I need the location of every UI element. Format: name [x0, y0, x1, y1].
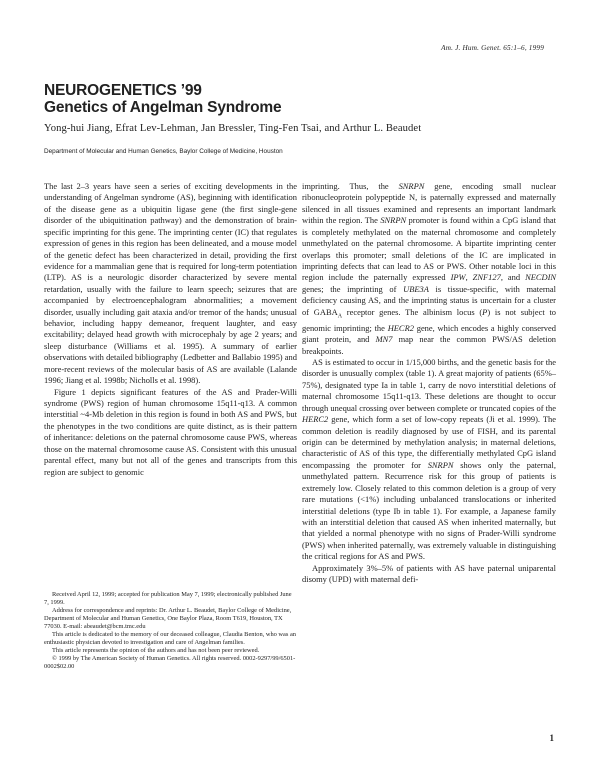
article-title: Genetics of Angelman Syndrome	[44, 99, 282, 116]
correspondence-note: Address for correspondence and reprints: Dr. Arthur L. Beaudet, Baylor College of Medicine, Department of Molecular and Human Genetics, One Baylor Plaza, Room T619, Houston, TX 77030. E-mail: abeaudet@bcm.tmc.edu	[44, 607, 292, 631]
right-column	[302, 181, 556, 585]
series-heading: NEUROGENETICS ’99	[44, 82, 202, 99]
footnotes	[44, 591, 297, 671]
copyright-note: © 1999 by The American Society of Human Genetics. All rights reserved. 0002-9297/99/6501-0002$02.00	[44, 655, 296, 671]
body-paragraph: Figure 1 depicts significant features of the AS and Prader-Willi syndrome (PWS) region of human chromosome 15q11-q13. A common interstitial ~4-Mb deletion in this region is found in both AS and PWS, but the phenotypes in the two conditions are quite distinct, as is their pattern of inheritance: deletions on the paternal chromosome cause PWS, whereas those on the maternal chromosome cause AS. Consistent with this unusual parental effect, many but not all of the genes and transcripts from this region are subject to genomic	[44, 386, 297, 477]
author-list: Yong-hui Jiang, Efrat Lev-Lehman, Jan Bressler, Ting-Fen Tsai, and Arthur L. Beaudet	[44, 123, 422, 134]
affiliation: Department of Molecular and Human Genetics, Baylor College of Medicine, Houston	[44, 148, 283, 155]
page-number: 1	[549, 733, 554, 743]
left-column	[44, 181, 297, 478]
journal-citation: Am. J. Hum. Genet. 65:1–6, 1999	[441, 44, 544, 52]
opinion-note: This article represents the opinion of the authors and has not been peer reviewed.	[52, 647, 260, 655]
body-paragraph: Approximately 3%–5% of patients with AS have paternal uniparental disomy (UPD) with maternal defi-	[302, 562, 556, 585]
dedication-note: This article is dedicated to the memory of our deceased colleague, Claudia Benton, who was an enthusiastic physician devoted to investigation and care of Angelman families.	[44, 631, 297, 647]
body-paragraph: AS is estimated to occur in 1/15,000 births, and the genetic basis for the disorder is unusually complex (table 1). A great majority of patients (65%–75%), designated type Ia in table 1, carry de novo interstitial deletions of maternal chromosome 15q11-q13. These deletions are thought to occur through unequal crossing over between complete or truncated copies of the HERC2 gene, which form a set of low-copy repeats (Ji et al. 1999). The common deletion is readily diagnosed by use of FISH, and its parental origin can be determined by methylation analysis; in maternal deletions, characteristic of AS of this type, the differentially methylated CpG island encompassing the promoter for SNRPN shows only the paternal, unmethylated pattern. Recurrence risk for this group of patients is extremely low. Closely related to this common deletion is a group of very rare mutations (<1%) including unbalanced translocations or inherited interstitial deletions (type Ib in table 1). For example, a Japanese family with an interstitial deletion that caused AS when inherited maternally, but that yielded a normal phenotype with no signs of Prader-Willi syndrome (PWS) when inherited paternally, was extremely valuable in distinguishing the critical regions for AS and PWS.	[302, 357, 556, 562]
body-paragraph: The last 2–3 years have seen a series of exciting developments in the understanding of Angelman syndrome (AS), beginning with identification of the disease gene as a ubiquitin ligase gene (the first single-gene disorder of the ubiquitination pathway) and the demonstration of brain-specific imprinting for this gene. The imprinting center (IC) that regulates expression of genes in this region has been delineated, and a mouse model of the genetic defect has been characterized in detail, providing the first evidence for a mammalian gene that is required for long-term potentiation (LTP). AS is a neurologic disorder characterized by severe mental retardation, usually with the failure to learn speech; seizures that are accompanied by electroencephalogram abnormalities; a movement disorder, usually including gait ataxia and/or tremor of the hands; unusual behavior, including happy demeanor, frequent laughter, and easy excitability; delayed head growth with microcephaly by age 2 years; and sleep disturbance (Williams et al. 1995). A summary of earlier observations with detailed bibliography (Ledbetter and Ballabio 1995) and more-recent reviews of the molecular basis of AS are available (Lalande 1996; Jiang et al. 1998b; Nicholls et al. 1998).	[44, 181, 297, 386]
body-paragraph: imprinting. Thus, the SNRPN gene, encoding small nuclear ribonucleoprotein polypeptide N, is paternally expressed and maternally silenced in all tissues examined and represents an important landmark within the region. The SNRPN promoter is found within a CpG island that is completely methylated on the maternal chromosome and completely unmethylated on the paternal chromosome. A bipartite imprinting center overlaps this promoter; small deletions of the IC are implicated in imprinting defects that can lead to AS or PWS. Other notable loci in this region include the paternally expressed IPW, ZNF127, and NECDIN genes; the imprinting of UBE3A is tissue-specific, with maternal deficiency causing AS, and the imprinting status is uncertain for a cluster of $GABA_A$ receptor genes. The albinism locus (P) is not subject to genomic imprinting; the HECR2 gene, which encodes a highly conserved giant protein, and MN7 map near the common PWS/AS deletion breakpoints.	[302, 181, 557, 356]
received-note: Received April 12, 1999; accepted for publication May 7, 1999; electronically published June 7, 1999.	[44, 591, 292, 607]
